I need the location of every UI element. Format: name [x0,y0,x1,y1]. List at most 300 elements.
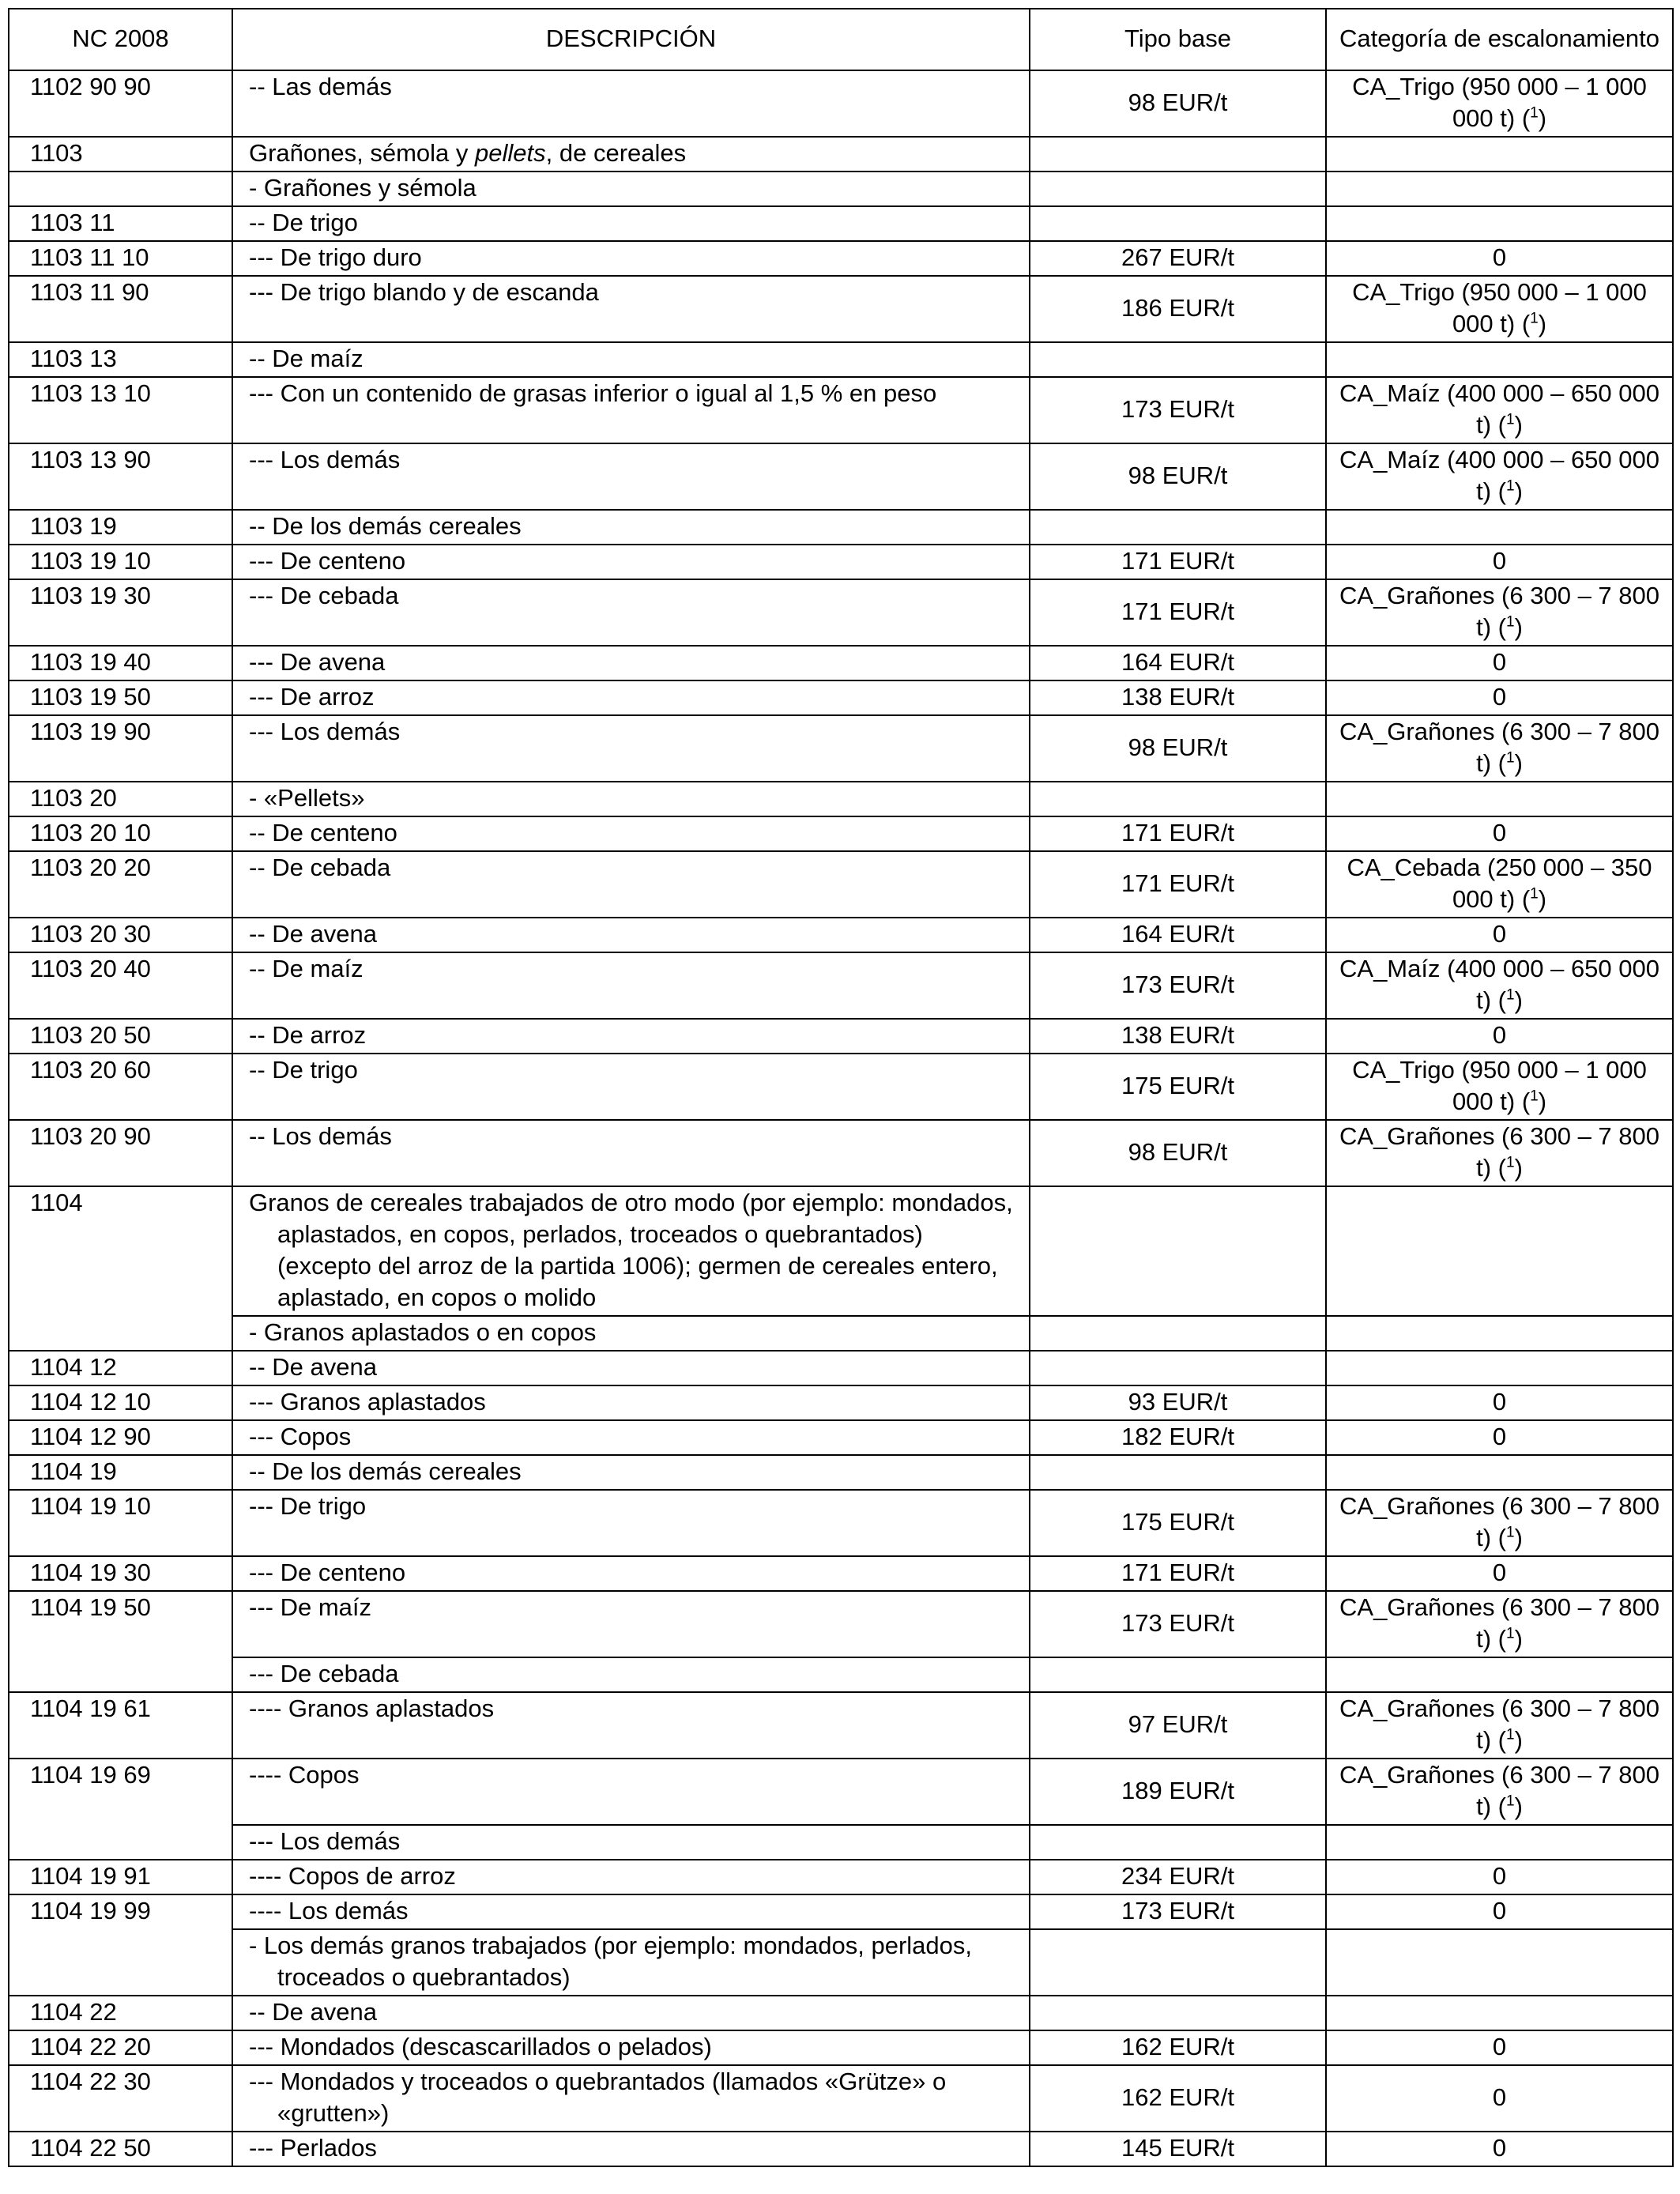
footnote-marker: 1 [1505,1524,1515,1541]
footnote-marker: 1 [1505,1625,1515,1642]
description-cell [232,952,1030,1019]
base-rate-cell: 189 EUR/t [1030,1759,1326,1825]
description-text: --- Granos aplastados [249,1388,486,1416]
base-rate-cell: 98 EUR/t [1030,1120,1326,1186]
staging-category-cell: CA_Grañones (6 300 – 7 800 t) ($^1$) [1326,1490,1673,1556]
description-cell [232,1825,1030,1860]
staging-category-cell [1326,1929,1673,1996]
staging-category-cell [1326,816,1673,851]
description-text: ---- Copos [249,1761,360,1789]
description-cell [232,342,1030,377]
description-cell [232,241,1030,276]
base-rate-cell: 182 EUR/t [1030,1420,1326,1455]
description-text: --- De trigo duro [249,243,422,271]
nc-code-cell: 1103 20 30 [9,918,232,952]
base-rate-cell: 138 EUR/t [1030,1019,1326,1054]
footnote-marker: 1 [1505,613,1515,631]
staging-category-cell: CA_Maíz (400 000 – 650 000 t) ($^1$) [1326,443,1673,510]
staging-category-cell: CA_Cebada (250 000 – 350 000 t) ($^1$) [1326,851,1673,918]
nc-code-cell: 1103 19 40 [9,646,232,680]
table-row [9,276,1673,342]
description-cell [232,1186,1030,1316]
staging-category-text: CA_Trigo (950 000 – 1 000 000 t) [1352,73,1647,132]
staging-category-cell: CA_Grañones (6 300 – 7 800 t) ($^1$) [1326,715,1673,782]
nc-code-cell: 1104 19 [9,1455,232,1490]
description-cell [232,137,1030,172]
table-row [9,1054,1673,1120]
base-rate-cell [1030,1455,1326,1490]
description-text [249,138,1021,169]
staging-category-cell [1326,1556,1673,1591]
staging-category-text: 0 [1492,1897,1507,1924]
table-row [9,70,1673,137]
description-text: -- De los demás cereales [249,1457,522,1485]
base-rate-cell: 98 EUR/t [1030,70,1326,137]
base-rate-cell [1030,782,1326,816]
staging-category-cell [1326,1860,1673,1894]
nc-code-cell: 1103 11 90 [9,276,232,342]
base-rate-cell: 171 EUR/t [1030,851,1326,918]
base-rate-cell [1030,206,1326,241]
description-cell [232,2030,1030,2065]
table-row [9,579,1673,646]
base-rate-cell [1030,510,1326,545]
description-cell [232,646,1030,680]
staging-category-cell [1326,1186,1673,1316]
staging-category-text: CA_Trigo (950 000 – 1 000 000 t) [1352,1056,1647,1115]
description-cell [232,70,1030,137]
staging-category-cell: CA_Grañones (6 300 – 7 800 t) ($^1$) [1326,1120,1673,1186]
footnote-marker: 1 [1505,1726,1515,1744]
table-row [9,2030,1673,2065]
description-text: --- Los demás [249,1827,401,1855]
table-row [9,646,1673,680]
staging-category-text: CA_Maíz (400 000 – 650 000 t) [1339,379,1659,439]
base-rate-cell [1030,1351,1326,1385]
footnote-marker: 1 [1530,885,1539,903]
staging-category-cell: CA_Grañones (6 300 – 7 800 t) ($^1$) [1326,579,1673,646]
nc-code-cell: 1104 22 [9,1996,232,2030]
staging-category-cell [1326,510,1673,545]
base-rate-cell [1030,1316,1326,1351]
description-cell [232,443,1030,510]
table-row [9,1894,1673,1929]
description-cell [232,1490,1030,1556]
description-cell [232,1692,1030,1759]
description-cell [232,1120,1030,1186]
staging-category-text: CA_Grañones (6 300 – 7 800 t) [1339,1593,1659,1653]
nc-code-cell: 1103 19 10 [9,545,232,579]
staging-category-text: CA_Grañones (6 300 – 7 800 t) [1339,1761,1659,1820]
base-rate-cell [1030,1996,1326,2030]
staging-category-text: CA_Grañones (6 300 – 7 800 t) [1339,718,1659,777]
description-text: - Los demás granos trabajados (por ejemplo: mondados, perlados, troceados o quebrantados) [249,1932,973,1991]
nc-code-cell: 1103 20 [9,782,232,816]
nc-code-cell: 1104 22 20 [9,2030,232,2065]
nc-code-cell: 1103 [9,137,232,172]
staging-category-cell [1326,1019,1673,1054]
staging-category-text: 0 [1492,243,1507,271]
nc-code-cell: 1103 20 10 [9,816,232,851]
description-text: -- Los demás [249,1122,392,1150]
base-rate-cell [1030,1186,1326,1316]
description-cell [232,206,1030,241]
base-rate-cell: 98 EUR/t [1030,443,1326,510]
table-row [9,1385,1673,1420]
base-rate-cell: 145 EUR/t [1030,2132,1326,2166]
description-text: --- Perlados [249,2134,377,2162]
table-row [9,952,1673,1019]
staging-category-cell [1326,2132,1673,2166]
base-rate-cell [1030,172,1326,206]
staging-category-cell: CA_Grañones (6 300 – 7 800 t) ($^1$) [1326,1692,1673,1759]
table-row [9,1825,1673,1860]
nc-code-cell: 1103 11 [9,206,232,241]
staging-category-text: CA_Grañones (6 300 – 7 800 t) [1339,1492,1659,1551]
table-row [9,1351,1673,1385]
table-row [9,342,1673,377]
description-text: -- De avena [249,920,377,948]
description-cell [232,1351,1030,1385]
staging-category-cell [1326,680,1673,715]
staging-category-cell [1326,1385,1673,1420]
staging-category-text: 0 [1492,2083,1507,2111]
table-row [9,918,1673,952]
description-text: Granos de cereales trabajados de otro modo (por ejemplo: mondados, aplastados, en copos, perlados, troceados o quebrantados) (excepto del arroz de la partida 1006); germen de cereales entero, aplastado, en copos o molido [249,1189,1013,1311]
nc-code-cell: 1103 19 90 [9,715,232,782]
description-cell [232,276,1030,342]
nc-code-cell: 1104 19 30 [9,1556,232,1591]
description-text: --- Los demás [249,446,401,473]
description-cell [232,715,1030,782]
staging-category-cell [1326,2065,1673,2132]
table-row [9,545,1673,579]
staging-category-text: CA_Maíz (400 000 – 650 000 t) [1339,955,1659,1014]
staging-category-cell [1326,1420,1673,1455]
description-cell [232,1054,1030,1120]
staging-category-text: 0 [1492,547,1507,575]
nc-code-cell: 1103 20 90 [9,1120,232,1186]
description-text: - «Pellets» [249,784,365,812]
description-fragment: , de cereales [545,139,687,167]
description-cell [232,1657,1030,1692]
header-description: DESCRIPCIÓN [232,9,1030,70]
description-cell [232,1019,1030,1054]
nc-code-cell: 1104 22 50 [9,2132,232,2166]
table-row [9,443,1673,510]
nc-code-cell [9,172,232,206]
staging-category-cell: CA_Maíz (400 000 – 650 000 t) ($^1$) [1326,952,1673,1019]
description-italic-term: pellets [475,139,546,167]
nc-code-cell: 1103 19 50 [9,680,232,715]
description-text: -- De centeno [249,819,397,846]
table-body [9,70,1673,2166]
nc-code-cell: 1103 20 20 [9,851,232,918]
description-text: -- De arroz [249,1021,367,1049]
table-row [9,1860,1673,1894]
description-text: -- De los demás cereales [249,512,522,540]
staging-category-cell: CA_Trigo (950 000 – 1 000 000 t) ($^1$) [1326,276,1673,342]
staging-category-text: CA_Maíz (400 000 – 650 000 t) [1339,446,1659,505]
staging-category-text: 0 [1492,2134,1507,2162]
table-row [9,1556,1673,1591]
staging-category-cell [1326,1996,1673,2030]
staging-category-cell [1326,782,1673,816]
nc-code-cell: 1103 13 10 [9,377,232,443]
description-text: -- Las demás [249,73,392,100]
footnote-marker: 1 [1505,1793,1515,1810]
base-rate-cell: 171 EUR/t [1030,545,1326,579]
table-row [9,2065,1673,2132]
base-rate-cell [1030,1825,1326,1860]
staging-category-cell [1326,241,1673,276]
table-row [9,851,1673,918]
base-rate-cell: 173 EUR/t [1030,377,1326,443]
base-rate-cell [1030,1929,1326,1996]
footnote-marker: 1 [1505,986,1515,1004]
staging-category-cell [1326,206,1673,241]
description-text: -- De maíz [249,955,363,982]
base-rate-cell: 173 EUR/t [1030,952,1326,1019]
staging-category-text: 0 [1492,819,1507,846]
staging-category-cell: CA_Grañones (6 300 – 7 800 t) ($^1$) [1326,1591,1673,1657]
nc-code-cell: 1104 19 50 [9,1591,232,1692]
nc-code-cell: 1104 12 [9,1351,232,1385]
staging-category-cell [1326,1351,1673,1385]
staging-category-cell [1326,646,1673,680]
header-code: NC 2008 [9,9,232,70]
base-rate-cell: 97 EUR/t [1030,1692,1326,1759]
description-text: -- De maíz [249,345,363,372]
staging-category-text: 0 [1492,1388,1507,1416]
description-text: --- De cebada [249,582,399,609]
table-row [9,1929,1673,1996]
nc-code-cell: 1104 22 30 [9,2065,232,2132]
description-cell [232,1929,1030,1996]
description-cell [232,1556,1030,1591]
staging-category-cell: CA_Trigo (950 000 – 1 000 000 t) ($^1$) [1326,1054,1673,1120]
description-text: -- De cebada [249,854,391,881]
table-row [9,1591,1673,1657]
nc-code-cell: 1104 12 90 [9,1420,232,1455]
staging-category-text: 0 [1492,648,1507,676]
description-cell [232,1455,1030,1490]
description-text: --- Copos [249,1423,352,1450]
description-text: --- De trigo [249,1492,367,1520]
base-rate-cell: 175 EUR/t [1030,1490,1326,1556]
staging-category-cell [1326,1894,1673,1929]
footnote-marker: 1 [1530,1088,1539,1105]
table-row [9,1316,1673,1351]
description-text: --- De maíz [249,1593,371,1621]
staging-category-cell [1326,1825,1673,1860]
base-rate-cell: 138 EUR/t [1030,680,1326,715]
staging-category-text: 0 [1492,1021,1507,1049]
description-cell [232,1894,1030,1929]
staging-category-text: CA_Cebada (250 000 – 350 000 t) [1347,854,1652,913]
description-cell [232,1996,1030,2030]
table-row [9,1420,1673,1455]
table-row [9,206,1673,241]
description-text: - Grañones y sémola [249,174,477,202]
staging-category-cell [1326,342,1673,377]
description-text: -- De avena [249,1998,377,2026]
staging-category-text: 0 [1492,920,1507,948]
nc-code-cell: 1104 19 10 [9,1490,232,1556]
table-row [9,1455,1673,1490]
staging-category-cell: CA_Grañones (6 300 – 7 800 t) ($^1$) [1326,1759,1673,1825]
description-text: -- De trigo [249,1056,358,1084]
staging-category-cell: CA_Maíz (400 000 – 650 000 t) ($^1$) [1326,377,1673,443]
description-text: --- De arroz [249,683,375,711]
nc-code-cell: 1104 12 10 [9,1385,232,1420]
staging-category-cell [1326,918,1673,952]
nc-code-cell: 1104 19 61 [9,1692,232,1759]
base-rate-cell: 98 EUR/t [1030,715,1326,782]
description-cell [232,545,1030,579]
table-row [9,241,1673,276]
base-rate-cell: 175 EUR/t [1030,1054,1326,1120]
description-text: - Granos aplastados o en copos [249,1318,597,1346]
base-rate-cell: 234 EUR/t [1030,1860,1326,1894]
description-text: --- De trigo blando y de escanda [249,278,599,306]
table-row [9,1692,1673,1759]
staging-category-text: 0 [1492,683,1507,711]
nc-code-cell: 1104 19 91 [9,1860,232,1894]
description-text: --- De cebada [249,1660,399,1687]
table-row [9,1019,1673,1054]
nc-code-cell: 1103 19 30 [9,579,232,646]
nc-code-cell: 1103 20 40 [9,952,232,1019]
staging-category-text: 0 [1492,2033,1507,2060]
tariff-table [8,8,1674,2167]
base-rate-cell [1030,137,1326,172]
table-row [9,715,1673,782]
table-row [9,377,1673,443]
table-row [9,1657,1673,1692]
description-text: --- De avena [249,648,386,676]
staging-category-cell [1326,1657,1673,1692]
nc-code-cell: 1103 13 90 [9,443,232,510]
staging-category-cell [1326,1455,1673,1490]
header-rate: Tipo base [1030,9,1326,70]
description-cell [232,1420,1030,1455]
staging-category-cell [1326,2030,1673,2065]
base-rate-cell [1030,342,1326,377]
table-row [9,172,1673,206]
description-cell [232,1759,1030,1825]
description-cell [232,782,1030,816]
description-text: --- Con un contenido de grasas inferior o igual al 1,5 % en peso [249,379,937,407]
footnote-marker: 1 [1505,749,1515,767]
nc-code-cell: 1103 19 [9,510,232,545]
footnote-marker: 1 [1505,477,1515,495]
base-rate-cell: 164 EUR/t [1030,646,1326,680]
description-text: -- De trigo [249,209,358,236]
base-rate-cell: 173 EUR/t [1030,1894,1326,1929]
description-cell [232,816,1030,851]
staging-category-text: CA_Grañones (6 300 – 7 800 t) [1339,582,1659,641]
description-fragment: Grañones, sémola y [249,139,476,167]
description-text: --- Los demás [249,718,401,745]
description-cell [232,172,1030,206]
base-rate-cell: 171 EUR/t [1030,579,1326,646]
description-cell [232,1591,1030,1657]
description-cell [232,1385,1030,1420]
staging-category-text: CA_Trigo (950 000 – 1 000 000 t) [1352,278,1647,337]
table-row [9,1759,1673,1825]
nc-code-cell: 1103 20 50 [9,1019,232,1054]
description-cell [232,579,1030,646]
table-row [9,1996,1673,2030]
header-category: Categoría de escalonamiento [1326,9,1673,70]
footnote-marker: 1 [1505,411,1515,428]
base-rate-cell: 93 EUR/t [1030,1385,1326,1420]
description-text: ---- Los demás [249,1897,409,1924]
description-text: --- Mondados (descascarillados o pelados) [249,2033,712,2060]
table-row [9,1490,1673,1556]
staging-category-text: 0 [1492,1559,1507,1586]
nc-code-cell: 1104 19 99 [9,1894,232,1996]
description-cell [232,680,1030,715]
base-rate-cell: 162 EUR/t [1030,2030,1326,2065]
description-text: --- De centeno [249,547,406,575]
base-rate-cell: 171 EUR/t [1030,816,1326,851]
base-rate-cell: 162 EUR/t [1030,2065,1326,2132]
table-row [9,782,1673,816]
description-cell [232,918,1030,952]
table-row [9,816,1673,851]
table-header-row [9,9,1673,70]
base-rate-cell: 186 EUR/t [1030,276,1326,342]
nc-code-cell: 1102 90 90 [9,70,232,137]
staging-category-text: CA_Grañones (6 300 – 7 800 t) [1339,1122,1659,1182]
base-rate-cell: 173 EUR/t [1030,1591,1326,1657]
description-cell [232,377,1030,443]
description-text: ---- Granos aplastados [249,1695,495,1722]
staging-category-text: 0 [1492,1423,1507,1450]
nc-code-cell: 1103 13 [9,342,232,377]
description-cell [232,851,1030,918]
table-row [9,137,1673,172]
nc-code-cell: 1103 11 10 [9,241,232,276]
base-rate-cell: 164 EUR/t [1030,918,1326,952]
nc-code-cell: 1104 19 69 [9,1759,232,1860]
base-rate-cell: 267 EUR/t [1030,241,1326,276]
staging-category-cell [1326,1316,1673,1351]
description-text: --- De centeno [249,1559,406,1586]
staging-category-cell: CA_Trigo (950 000 – 1 000 000 t) ($^1$) [1326,70,1673,137]
description-cell [232,2132,1030,2166]
staging-category-text: CA_Grañones (6 300 – 7 800 t) [1339,1695,1659,1754]
base-rate-cell [1030,1657,1326,1692]
table-row [9,2132,1673,2166]
description-text: -- De avena [249,1353,377,1381]
footnote-marker: 1 [1530,104,1539,122]
staging-category-cell [1326,172,1673,206]
description-cell [232,1860,1030,1894]
table-row [9,680,1673,715]
description-text: ---- Copos de arroz [249,1862,456,1890]
base-rate-cell: 171 EUR/t [1030,1556,1326,1591]
table-row [9,1120,1673,1186]
description-text: --- Mondados y troceados o quebrantados (llamados «Grütze» o «grutten») [249,2068,947,2127]
staging-category-cell [1326,137,1673,172]
footnote-marker: 1 [1530,310,1539,327]
description-cell [232,510,1030,545]
nc-code-cell: 1103 20 60 [9,1054,232,1120]
nc-code-cell: 1104 [9,1186,232,1351]
